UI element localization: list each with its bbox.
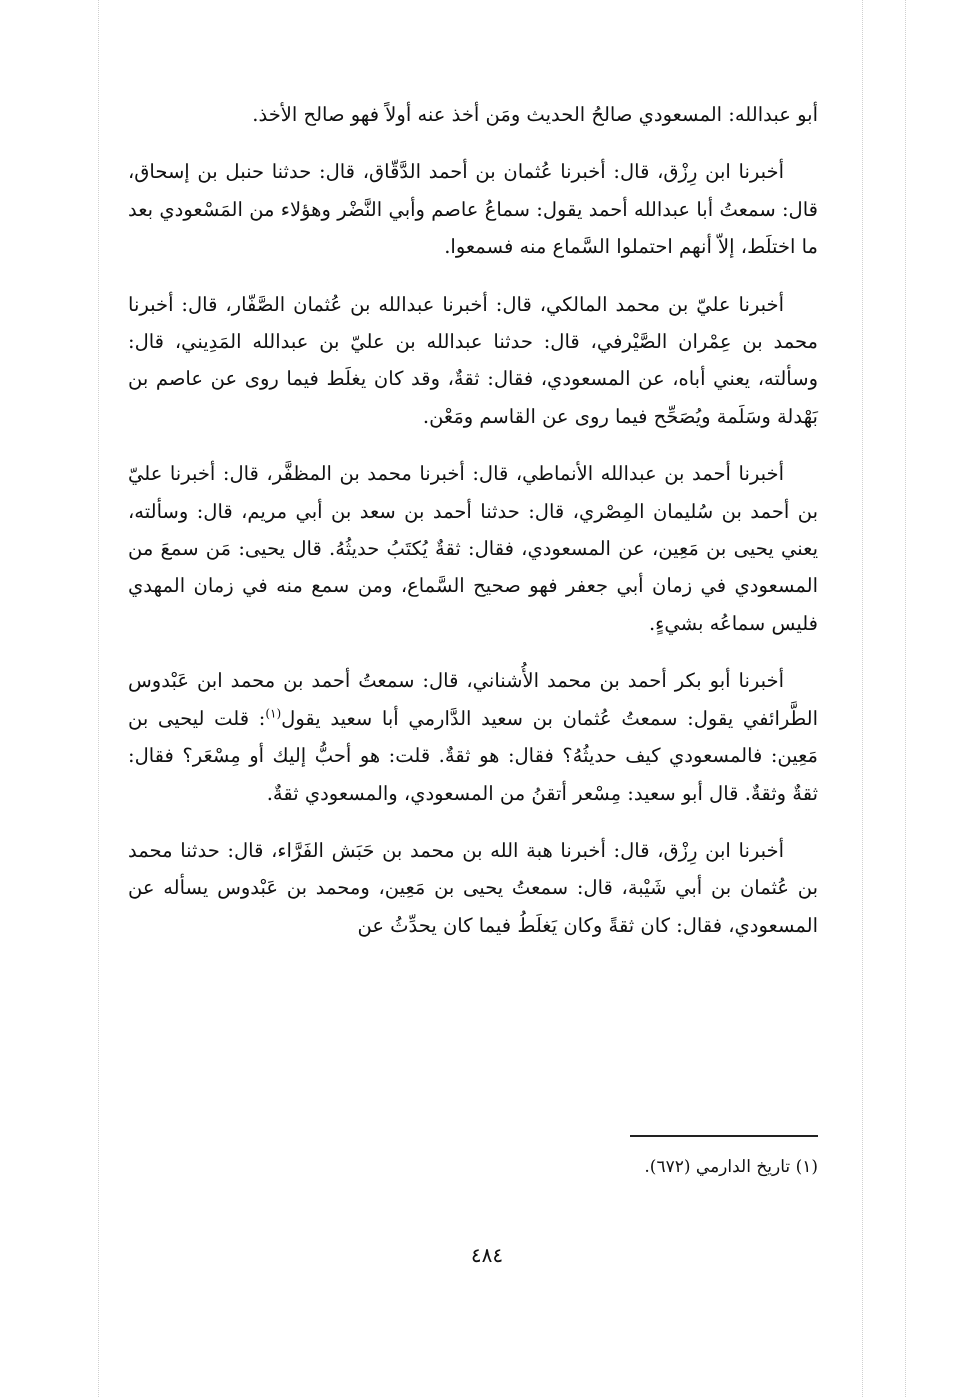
- page-number: ٤٨٤: [470, 1243, 504, 1267]
- paragraph-5-after-ref: : قلت ليحيى بن مَعِين: فالمسعودي كيف حديثُهُ؟ فقال: هو ثقةٌ. قلت: هو أحبُّ إليك أو مِسْعَر؟ فقال: ثقةٌ وثقةٌ. قال أبو سعيد: مِسْعر أتقنُ من المسعودي، والمسعودي ثقةٌ.: [128, 706, 818, 805]
- paragraph-4: أخبرنا أحمد بن عبدالله الأنماطي، قال: أخبرنا محمد بن المظفَّر، قال: أخبرنا عليّ بن أحمد بن سُليمان المِصْري، قال: حدثنا أحمد بن سعد بن أبي مريم، قال: وسألته، يعني يحيى بن مَعِين، عن المسعودي، فقال: ثقةٌ يُكتَبُ حديثُهُ. قال يحيى: مَن سمعَ من المسعودي في زمان أبي جعفر فهو صحيح السَّماع، ومن سمع منه في زمان المهدي فليس سماعُه بشيءٍ.: [128, 462, 818, 635]
- scan-guide-line: [862, 0, 863, 1397]
- scan-guide-line: [98, 0, 99, 1397]
- paragraph-5-before-ref: أخبرنا أبو بكر أحمد بن محمد الأُشناني، قال: سمعتُ أحمد بن محمد ابن عَبْدوس الطَّرائفي يقول: سمعتُ عُثمان بن سعيد الدَّارمي أبا سعيد يقول: [128, 669, 819, 730]
- paragraph-3: أخبرنا عليّ بن محمد المالكي، قال: أخبرنا عبدالله بن عُثمان الصَّفّار، قال: أخبرنا محمد بن عِمْران الصَّيْرفي، قال: حدثنا عبدالله بن عليّ بن عبدالله المَدِيني، قال: وسألته، يعني أباه، عن المسعودي، فقال: ثقةٌ، وقد كان يغلَط فيما روى عن عاصم بن بَهْدلة وسَلَمة ويُصَحِّح فيما روى عن القاسم ومَعْن.: [128, 292, 818, 428]
- paragraph-2: أخبرنا ابن رِزْق، قال: أخبرنا عُثمان بن أحمد الدَّقّاق، قال: حدثنا حنبل بن إسحاق، قال: سمعتُ أبا عبدالله أحمد يقول: سماعُ عاصم وأبي النَّضْر وهؤلاء من المَسْعودي بعد ما اختلَط، إلاّ أنهم احتملوا السَّماع منه فسمعوا.: [128, 160, 818, 259]
- footnote-text: تاريخ الدارمي (٦٧٢).: [644, 1157, 791, 1177]
- paragraph-1: أبو عبدالله: المسعودي صالحُ الحديث ومَن أخذ عنه أولاً فهو صالح الأخذ.: [252, 103, 818, 126]
- paragraph-6: أخبرنا ابن رِزْق، قال: أخبرنا هبة الله بن محمد بن حَبَش الفَرَّاء، قال: حدثنا محمد بن عُثمان بن أبي شَيْبة، قال: سمعتُ يحيى بن مَعِين، ومحمد بن عَبْدوس يسأله عن المسعودي، فقال: كان ثقةً وكان يَغلَطُ فيما كان يحدِّثُ عن: [128, 838, 818, 937]
- footnote-divider: [630, 1135, 818, 1137]
- paragraph-5: [128, 662, 818, 812]
- footnote-number: (١): [795, 1157, 818, 1177]
- main-text: [128, 96, 818, 964]
- footnote: [128, 1152, 818, 1182]
- scan-guide-line: [905, 0, 906, 1397]
- footnote-reference[interactable]: (١): [265, 706, 282, 721]
